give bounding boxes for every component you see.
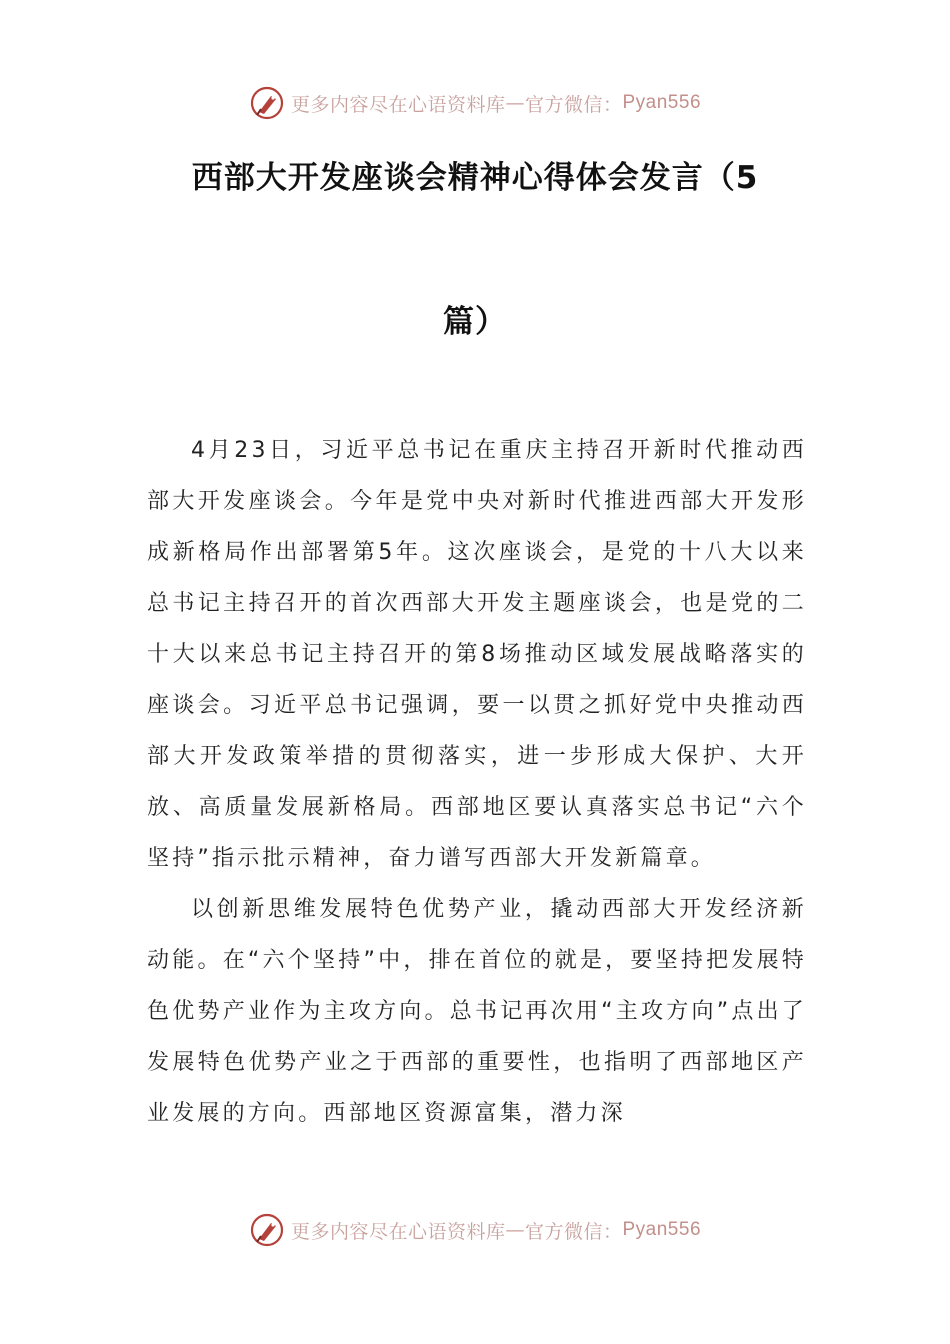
banner-wechat-label: 官方微信：	[524, 93, 623, 116]
paragraph: 4月23日，习近平总书记在重庆主持召开新时代推动西部大开发座谈会。今年是党中央对新时代推进西部大开发形成新格局作出部署第5年。这次座谈会，是党的十八大以来总书记主持召开的首次西部大开发主题座谈会，也是党的二十大以来总书记主持召开的第8场推动区域发展战略落实的座谈会。习近平总书记强调，要一以贯之抓好党中央推动西部大开发政策举措的贯彻落实，进一步形成大保护、大开放、高质量发展新格局。西部地区要认真落实总书记“六个坚持”指示批示精神，奋力谱写西部大开发新篇章。	[147, 438, 807, 871]
document-title-line-2: 篇）	[443, 304, 507, 340]
document-title-line-1: 西部大开发座谈会精神心得体会发言（5	[191, 160, 759, 196]
banner-separator: —	[505, 1219, 525, 1241]
pen-nib-logo-icon	[249, 85, 285, 121]
banner-wechat-label: 官方微信：	[524, 1220, 623, 1243]
banner-separator: —	[505, 92, 525, 114]
document-body	[147, 425, 807, 1139]
pen-nib-logo-icon	[249, 1212, 285, 1248]
banner-wechat-id: Pyan556	[622, 92, 702, 113]
banner-slogan: 更多内容尽在心语资料库	[290, 93, 506, 116]
header-banner	[0, 85, 950, 121]
banner-slogan: 更多内容尽在心语资料库	[290, 1220, 506, 1243]
paragraph: 以创新思维发展特色优势产业，撬动西部大开发经济新动能。在“六个坚持”中，排在首位的就是，要坚持把发展特色优势产业作为主攻方向。总书记再次用“主攻方向”点出了发展特色优势产业之于西部的重要性，也指明了西部地区产业发展的方向。西部地区资源富集，潜力深	[147, 897, 807, 1126]
banner-wechat-id: Pyan556	[622, 1219, 702, 1240]
footer-banner	[0, 1212, 950, 1248]
